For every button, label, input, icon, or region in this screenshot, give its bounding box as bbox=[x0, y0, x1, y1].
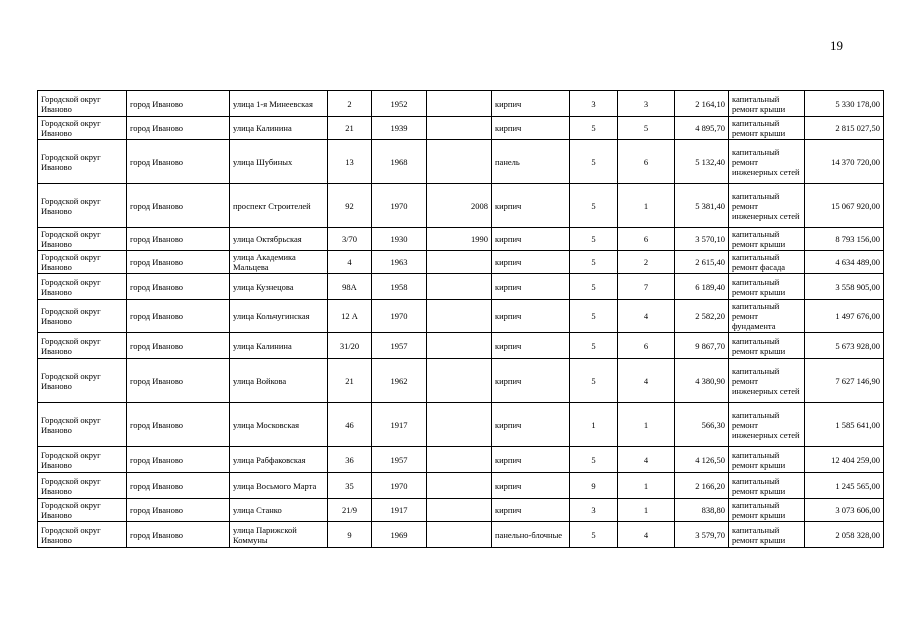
table-row bbox=[38, 499, 884, 522]
entrances-cell: 2 bbox=[618, 251, 675, 274]
settlement-cell: город Иваново bbox=[127, 91, 230, 117]
area-cell: 3 579,70 bbox=[675, 522, 729, 548]
street-cell: улица Рабфаковская bbox=[230, 447, 328, 473]
wall-material-cell: кирпич bbox=[492, 333, 570, 359]
work-type-cell: капитальный ремонт крыши bbox=[729, 447, 805, 473]
settlement-cell: город Иваново bbox=[127, 300, 230, 333]
entrances-cell: 4 bbox=[618, 447, 675, 473]
cost-cell: 5 673 928,00 bbox=[805, 333, 884, 359]
municipality-cell: Городской округ Иваново bbox=[38, 184, 127, 228]
municipality-cell: Городской округ Иваново bbox=[38, 447, 127, 473]
entrances-cell: 6 bbox=[618, 333, 675, 359]
table-row bbox=[38, 140, 884, 184]
house-number-cell: 46 bbox=[328, 403, 372, 447]
work-type-cell: капитальный ремонт крыши bbox=[729, 117, 805, 140]
entrances-cell: 6 bbox=[618, 140, 675, 184]
year-reconstructed-cell bbox=[427, 403, 492, 447]
work-type-cell: капитальный ремонт крыши bbox=[729, 91, 805, 117]
year-built-cell: 1957 bbox=[372, 333, 427, 359]
floors-cell: 5 bbox=[570, 251, 618, 274]
year-built-cell: 1958 bbox=[372, 274, 427, 300]
floors-cell: 5 bbox=[570, 522, 618, 548]
house-number-cell: 4 bbox=[328, 251, 372, 274]
table-row bbox=[38, 251, 884, 274]
floors-cell: 5 bbox=[570, 117, 618, 140]
wall-material-cell: кирпич bbox=[492, 274, 570, 300]
municipality-cell: Городской округ Иваново bbox=[38, 473, 127, 499]
wall-material-cell: панельно-блочные bbox=[492, 522, 570, 548]
cost-cell: 4 634 489,00 bbox=[805, 251, 884, 274]
year-reconstructed-cell: 1990 bbox=[427, 228, 492, 251]
year-reconstructed-cell: 2008 bbox=[427, 184, 492, 228]
work-type-cell: капитальный ремонт инженерных сетей bbox=[729, 359, 805, 403]
area-cell: 2 166,20 bbox=[675, 473, 729, 499]
wall-material-cell: кирпич bbox=[492, 251, 570, 274]
floors-cell: 5 bbox=[570, 228, 618, 251]
table-row bbox=[38, 117, 884, 140]
work-type-cell: капитальный ремонт крыши bbox=[729, 522, 805, 548]
cost-cell: 2 058 328,00 bbox=[805, 522, 884, 548]
floors-cell: 5 bbox=[570, 140, 618, 184]
settlement-cell: город Иваново bbox=[127, 184, 230, 228]
municipality-cell: Городской округ Иваново bbox=[38, 228, 127, 251]
municipality-cell: Городской округ Иваново bbox=[38, 274, 127, 300]
municipality-cell: Городской округ Иваново bbox=[38, 359, 127, 403]
street-cell: улица Парижской Коммуны bbox=[230, 522, 328, 548]
entrances-cell: 4 bbox=[618, 522, 675, 548]
table-row bbox=[38, 333, 884, 359]
street-cell: улица Кузнецова bbox=[230, 274, 328, 300]
street-cell: улица Восьмого Марта bbox=[230, 473, 328, 499]
work-type-cell: капитальный ремонт инженерных сетей bbox=[729, 403, 805, 447]
settlement-cell: город Иваново bbox=[127, 473, 230, 499]
settlement-cell: город Иваново bbox=[127, 117, 230, 140]
table-row bbox=[38, 359, 884, 403]
table-row bbox=[38, 403, 884, 447]
street-cell: улица Кольчугинская bbox=[230, 300, 328, 333]
street-cell: проспект Строителей bbox=[230, 184, 328, 228]
area-cell: 4 895,70 bbox=[675, 117, 729, 140]
year-reconstructed-cell bbox=[427, 447, 492, 473]
table-row bbox=[38, 522, 884, 548]
table-row bbox=[38, 473, 884, 499]
floors-cell: 5 bbox=[570, 359, 618, 403]
cost-cell: 15 067 920,00 bbox=[805, 184, 884, 228]
year-built-cell: 1970 bbox=[372, 184, 427, 228]
house-number-cell: 3/70 bbox=[328, 228, 372, 251]
street-cell: улица Калинина bbox=[230, 117, 328, 140]
settlement-cell: город Иваново bbox=[127, 228, 230, 251]
house-number-cell: 21 bbox=[328, 117, 372, 140]
cost-cell: 1 497 676,00 bbox=[805, 300, 884, 333]
street-cell: улица Шубиных bbox=[230, 140, 328, 184]
street-cell: улица Станко bbox=[230, 499, 328, 522]
entrances-cell: 4 bbox=[618, 359, 675, 403]
house-number-cell: 92 bbox=[328, 184, 372, 228]
work-type-cell: капитальный ремонт фундамента bbox=[729, 300, 805, 333]
entrances-cell: 7 bbox=[618, 274, 675, 300]
work-type-cell: капитальный ремонт фасада bbox=[729, 251, 805, 274]
year-reconstructed-cell bbox=[427, 117, 492, 140]
cost-cell: 12 404 259,00 bbox=[805, 447, 884, 473]
cost-cell: 1 245 565,00 bbox=[805, 473, 884, 499]
entrances-cell: 6 bbox=[618, 228, 675, 251]
house-number-cell: 98А bbox=[328, 274, 372, 300]
year-reconstructed-cell bbox=[427, 522, 492, 548]
settlement-cell: город Иваново bbox=[127, 499, 230, 522]
year-built-cell: 1962 bbox=[372, 359, 427, 403]
wall-material-cell: кирпич bbox=[492, 473, 570, 499]
entrances-cell: 1 bbox=[618, 499, 675, 522]
entrances-cell: 5 bbox=[618, 117, 675, 140]
street-cell: улица Московская bbox=[230, 403, 328, 447]
wall-material-cell: кирпич bbox=[492, 300, 570, 333]
work-type-cell: капитальный ремонт крыши bbox=[729, 499, 805, 522]
municipality-cell: Городской округ Иваново bbox=[38, 300, 127, 333]
settlement-cell: город Иваново bbox=[127, 447, 230, 473]
floors-cell: 5 bbox=[570, 447, 618, 473]
cost-cell: 5 330 178,00 bbox=[805, 91, 884, 117]
work-type-cell: капитальный ремонт крыши bbox=[729, 473, 805, 499]
municipality-cell: Городской округ Иваново bbox=[38, 91, 127, 117]
entrances-cell: 1 bbox=[618, 184, 675, 228]
municipality-cell: Городской округ Иваново bbox=[38, 333, 127, 359]
table-row bbox=[38, 184, 884, 228]
cost-cell: 14 370 720,00 bbox=[805, 140, 884, 184]
cost-cell: 1 585 641,00 bbox=[805, 403, 884, 447]
street-cell: улица 1-я Минеевская bbox=[230, 91, 328, 117]
municipality-cell: Городской округ Иваново bbox=[38, 117, 127, 140]
year-reconstructed-cell bbox=[427, 359, 492, 403]
municipality-cell: Городской округ Иваново bbox=[38, 522, 127, 548]
table-row bbox=[38, 274, 884, 300]
table-row bbox=[38, 300, 884, 333]
year-reconstructed-cell bbox=[427, 499, 492, 522]
house-number-cell: 36 bbox=[328, 447, 372, 473]
settlement-cell: город Иваново bbox=[127, 522, 230, 548]
floors-cell: 5 bbox=[570, 333, 618, 359]
floors-cell: 3 bbox=[570, 499, 618, 522]
area-cell: 2 582,20 bbox=[675, 300, 729, 333]
area-cell: 6 189,40 bbox=[675, 274, 729, 300]
floors-cell: 1 bbox=[570, 403, 618, 447]
house-number-cell: 31/20 bbox=[328, 333, 372, 359]
area-cell: 9 867,70 bbox=[675, 333, 729, 359]
street-cell: улица Войкова bbox=[230, 359, 328, 403]
work-type-cell: капитальный ремонт крыши bbox=[729, 333, 805, 359]
house-number-cell: 2 bbox=[328, 91, 372, 117]
table-body bbox=[38, 91, 884, 548]
area-cell: 838,80 bbox=[675, 499, 729, 522]
year-built-cell: 1970 bbox=[372, 300, 427, 333]
wall-material-cell: кирпич bbox=[492, 403, 570, 447]
table-row bbox=[38, 447, 884, 473]
year-built-cell: 1963 bbox=[372, 251, 427, 274]
house-number-cell: 9 bbox=[328, 522, 372, 548]
table-row bbox=[38, 228, 884, 251]
wall-material-cell: кирпич bbox=[492, 359, 570, 403]
municipality-cell: Городской округ Иваново bbox=[38, 499, 127, 522]
year-built-cell: 1957 bbox=[372, 447, 427, 473]
year-reconstructed-cell bbox=[427, 91, 492, 117]
municipality-cell: Городской округ Иваново bbox=[38, 140, 127, 184]
wall-material-cell: кирпич bbox=[492, 499, 570, 522]
house-number-cell: 21 bbox=[328, 359, 372, 403]
year-reconstructed-cell bbox=[427, 333, 492, 359]
cost-cell: 3 073 606,00 bbox=[805, 499, 884, 522]
wall-material-cell: кирпич bbox=[492, 228, 570, 251]
house-number-cell: 13 bbox=[328, 140, 372, 184]
year-built-cell: 1930 bbox=[372, 228, 427, 251]
area-cell: 2 615,40 bbox=[675, 251, 729, 274]
floors-cell: 9 bbox=[570, 473, 618, 499]
municipality-cell: Городской округ Иваново bbox=[38, 403, 127, 447]
cost-cell: 2 815 027,50 bbox=[805, 117, 884, 140]
work-type-cell: капитальный ремонт крыши bbox=[729, 274, 805, 300]
year-built-cell: 1939 bbox=[372, 117, 427, 140]
street-cell: улица Академика Мальцева bbox=[230, 251, 328, 274]
cost-cell: 3 558 905,00 bbox=[805, 274, 884, 300]
entrances-cell: 4 bbox=[618, 300, 675, 333]
year-built-cell: 1970 bbox=[372, 473, 427, 499]
year-built-cell: 1968 bbox=[372, 140, 427, 184]
area-cell: 3 570,10 bbox=[675, 228, 729, 251]
street-cell: улица Октябрьская bbox=[230, 228, 328, 251]
page-number: 19 bbox=[830, 38, 843, 53]
settlement-cell: город Иваново bbox=[127, 274, 230, 300]
house-number-cell: 21/9 bbox=[328, 499, 372, 522]
year-reconstructed-cell bbox=[427, 251, 492, 274]
settlement-cell: город Иваново bbox=[127, 140, 230, 184]
wall-material-cell: панель bbox=[492, 140, 570, 184]
settlement-cell: город Иваново bbox=[127, 251, 230, 274]
settlement-cell: город Иваново bbox=[127, 359, 230, 403]
year-reconstructed-cell bbox=[427, 140, 492, 184]
table-row bbox=[38, 91, 884, 117]
wall-material-cell: кирпич bbox=[492, 447, 570, 473]
area-cell: 2 164,10 bbox=[675, 91, 729, 117]
house-number-cell: 12 А bbox=[328, 300, 372, 333]
year-reconstructed-cell bbox=[427, 300, 492, 333]
year-reconstructed-cell bbox=[427, 473, 492, 499]
house-number-cell: 35 bbox=[328, 473, 372, 499]
work-type-cell: капитальный ремонт крыши bbox=[729, 228, 805, 251]
area-cell: 5 381,40 bbox=[675, 184, 729, 228]
wall-material-cell: кирпич bbox=[492, 91, 570, 117]
entrances-cell: 1 bbox=[618, 403, 675, 447]
year-built-cell: 1969 bbox=[372, 522, 427, 548]
year-built-cell: 1917 bbox=[372, 499, 427, 522]
settlement-cell: город Иваново bbox=[127, 333, 230, 359]
year-built-cell: 1952 bbox=[372, 91, 427, 117]
work-type-cell: капитальный ремонт инженерных сетей bbox=[729, 140, 805, 184]
area-cell: 4 126,50 bbox=[675, 447, 729, 473]
floors-cell: 3 bbox=[570, 91, 618, 117]
year-reconstructed-cell bbox=[427, 274, 492, 300]
settlement-cell: город Иваново bbox=[127, 403, 230, 447]
municipality-cell: Городской округ Иваново bbox=[38, 251, 127, 274]
street-cell: улица Калинина bbox=[230, 333, 328, 359]
area-cell: 5 132,40 bbox=[675, 140, 729, 184]
entrances-cell: 1 bbox=[618, 473, 675, 499]
floors-cell: 5 bbox=[570, 274, 618, 300]
wall-material-cell: кирпич bbox=[492, 117, 570, 140]
cost-cell: 7 627 146,90 bbox=[805, 359, 884, 403]
entrances-cell: 3 bbox=[618, 91, 675, 117]
floors-cell: 5 bbox=[570, 184, 618, 228]
area-cell: 4 380,90 bbox=[675, 359, 729, 403]
buildings-repair-table bbox=[37, 90, 884, 548]
year-built-cell: 1917 bbox=[372, 403, 427, 447]
wall-material-cell: кирпич bbox=[492, 184, 570, 228]
work-type-cell: капитальный ремонт инженерных сетей bbox=[729, 184, 805, 228]
area-cell: 566,30 bbox=[675, 403, 729, 447]
cost-cell: 8 793 156,00 bbox=[805, 228, 884, 251]
floors-cell: 5 bbox=[570, 300, 618, 333]
